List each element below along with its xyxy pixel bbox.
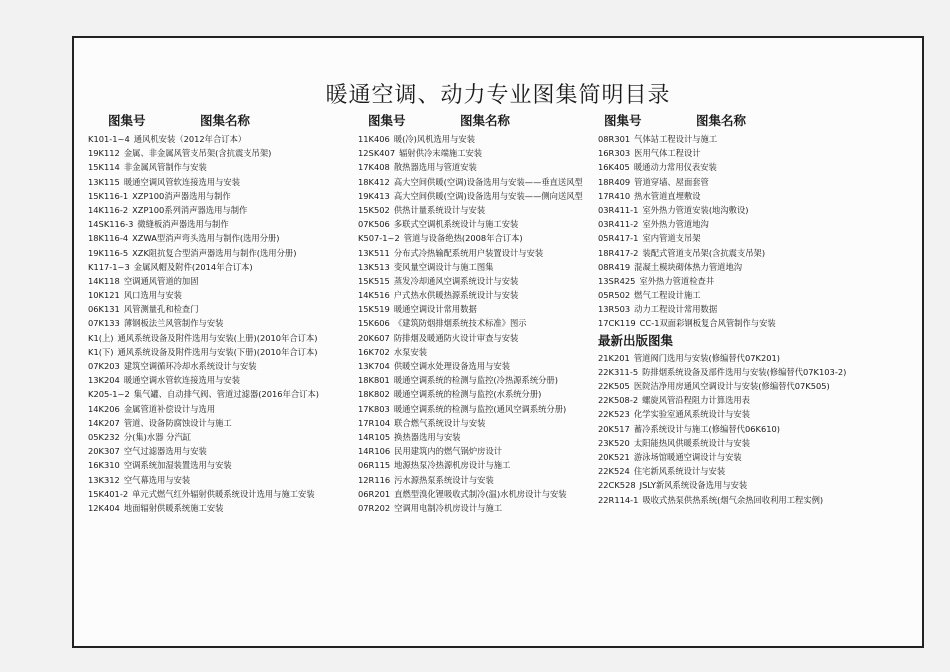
catalog-entry <box>88 501 319 515</box>
entry-code: 08R301 <box>598 134 631 144</box>
catalog-entry <box>598 132 846 146</box>
catalog-entry <box>88 189 319 203</box>
catalog-entry <box>88 302 319 316</box>
entry-code: 20K607 <box>358 332 390 343</box>
catalog-entry <box>88 444 319 458</box>
entry-name: 单元式燃气红外辐射供暖系统设计选用与施工安装 <box>132 488 315 499</box>
entry-name: 住宅新风系统设计与安装 <box>633 466 726 477</box>
entry-code: 16K310 <box>88 460 120 471</box>
entry-code: K1(下) <box>88 346 114 357</box>
entry-name: 供暖空调水处理设备选用与安装 <box>393 361 511 371</box>
entry-name: 薄钢板法兰风管制作与安装 <box>123 318 224 329</box>
catalog-entry <box>88 132 319 146</box>
header-name: 图集名称 <box>200 113 251 128</box>
catalog-entry <box>598 260 846 274</box>
entry-name: 螺旋风管沿程阻力计算选用表 <box>642 395 750 406</box>
catalog-entry <box>598 436 846 450</box>
entry-code: 03R411-2 <box>598 219 639 230</box>
entry-name: 暖通空调风管软连接选用与安装 <box>123 176 241 187</box>
entry-code: 13K704 <box>358 361 390 371</box>
entry-code: 14K206 <box>88 403 120 414</box>
entry-code: 14SK116-3 <box>88 219 134 230</box>
catalog-entry <box>358 345 583 359</box>
header-name: 图集名称 <box>460 113 511 128</box>
catalog-entry <box>598 302 846 316</box>
entry-name: 太阳能热风供暖系统设计与安装 <box>633 437 751 448</box>
entry-code: 15K515 <box>358 275 390 286</box>
entry-code: 17K803 <box>358 403 390 414</box>
entry-code: 19K413 <box>358 190 390 201</box>
entry-name: 地面辐射供暖系统施工安装 <box>123 502 224 513</box>
entry-name: 地源热泵冷热源机房设计与施工 <box>394 460 511 471</box>
entry-code: 13K513 <box>358 261 390 272</box>
entry-name: 高大空间供暖(空调)设备选用与安装——侧向送风型 <box>393 190 583 201</box>
entry-code: 22K508-2 <box>598 395 639 406</box>
catalog-entry <box>88 458 319 472</box>
entry-code: 15K606 <box>358 318 390 329</box>
entry-code: 17R104 <box>358 417 391 428</box>
entry-name: 空气幕选用与安装 <box>123 474 191 485</box>
entry-code: 18K802 <box>358 389 390 400</box>
entry-name: 金属管道补偿设计与选用 <box>123 403 216 414</box>
catalog-entry <box>358 203 583 217</box>
entry-code: 13R503 <box>598 304 631 315</box>
new-publications-heading: 最新出版图集 <box>598 332 674 348</box>
catalog-entry <box>598 316 846 330</box>
entry-name: 金属、非金属风管支吊架(含抗震支吊架) <box>123 148 272 159</box>
catalog-entry <box>598 464 846 478</box>
catalog-entry <box>88 331 319 345</box>
entry-name: 直燃型溴化锂吸收式制冷(温)水机房设计与安装 <box>394 488 567 499</box>
catalog-entry <box>358 501 583 515</box>
entry-code: K507-1~2 <box>358 233 400 244</box>
catalog-entry <box>88 387 319 401</box>
entry-code: 10K121 <box>88 290 120 301</box>
catalog-entry <box>598 365 846 379</box>
catalog-entry <box>88 203 319 217</box>
entry-name: CC-1双面彩钢板复合风管制作与安装 <box>639 318 776 329</box>
page-title: 暖通空调、动力专业图集简明目录 <box>325 83 671 108</box>
entry-code: 17CK119 <box>598 318 636 329</box>
entry-name: 管道穿墙、屋面套管 <box>634 176 709 187</box>
catalog-entry <box>358 331 583 345</box>
entry-code: 06R201 <box>358 488 391 499</box>
entry-code: 14K116-2 <box>88 204 129 215</box>
catalog-entry <box>88 345 319 359</box>
entry-name: 空气过滤器选用与安装 <box>123 446 207 457</box>
catalog-entry <box>88 217 319 231</box>
entry-code: 18K412 <box>358 176 390 187</box>
catalog-entry <box>598 379 846 393</box>
entry-code: K205-1~2 <box>88 389 130 400</box>
entry-name: 防排烟及暖通防火设计审查与安装 <box>393 332 519 343</box>
entry-name: 金属风帽及附件(2014年合订本) <box>133 261 253 272</box>
catalog-entry <box>598 274 846 288</box>
catalog-entry <box>598 203 846 217</box>
entry-code: 16K405 <box>598 162 630 173</box>
catalog-entry <box>358 189 583 203</box>
entry-name: 民用建筑内的燃气锅炉房设计 <box>394 446 503 457</box>
entry-code: 22K523 <box>598 409 630 420</box>
entry-name: 换热器选用与安装 <box>394 431 461 442</box>
entry-name: 医院洁净用房通风空调设计与安装(修编替代07K505) <box>633 381 830 391</box>
catalog-entry <box>88 146 319 160</box>
entry-name: 户式热水供暖热源系统设计与安装 <box>393 290 519 301</box>
entry-name: 空调系统加湿装置选用与安装 <box>123 460 232 471</box>
catalog-entry <box>598 288 846 302</box>
entry-name: 通风机安装（2012年合订本） <box>133 134 247 144</box>
entry-name: 暖通空调系统的检测与监控(水系统分册) <box>393 389 542 400</box>
catalog-entry <box>358 274 583 288</box>
catalog-entry <box>598 351 846 365</box>
entry-name: 医用气体工程设计 <box>634 148 701 159</box>
column-header <box>88 110 319 132</box>
entry-code: 13K312 <box>88 474 120 485</box>
entry-name: 辐射供冷末端施工安装 <box>399 148 483 159</box>
catalog-entry <box>598 450 846 464</box>
catalog-entry <box>358 160 583 174</box>
entry-code: 18R417-2 <box>598 247 639 258</box>
entry-name: 燃气工程设计施工 <box>634 290 701 301</box>
entry-name: 多联式空调机系统设计与施工安装 <box>393 219 519 230</box>
entry-code: 11K406 <box>358 134 390 144</box>
entry-name: 暖通空调系统的检测与监控(通风空调系统分册) <box>393 403 567 414</box>
catalog-entry <box>88 260 319 274</box>
catalog-entry <box>358 175 583 189</box>
entry-code: 13SR425 <box>598 275 636 286</box>
catalog-entry <box>598 160 846 174</box>
entry-code: 19K116-5 <box>88 247 129 258</box>
entry-code: 12SK407 <box>358 148 396 159</box>
entry-name: 通风系统设备及附件选用与安装(上册)(2010年合订本) <box>117 332 318 343</box>
entry-name: 污水源热泵系统设计与安装 <box>394 474 494 485</box>
entry-code: 08R419 <box>598 261 631 272</box>
entry-name: 微缝板消声器选用与制作 <box>137 219 229 230</box>
entry-code: 07K506 <box>358 219 390 230</box>
entry-code: K1(上) <box>88 332 114 343</box>
entry-code: 06K131 <box>88 304 120 315</box>
entry-code: 20K517 <box>598 423 630 434</box>
entry-code: 22R114-1 <box>598 494 639 505</box>
catalog-entry <box>88 246 319 260</box>
entry-code: 15K401-2 <box>88 488 129 499</box>
entry-name: 气体站工程设计与施工 <box>634 134 718 144</box>
catalog-entry <box>358 260 583 274</box>
entry-name: 暖通空调系统的检测与监控(冷热源系统分册) <box>393 375 558 386</box>
entry-code: 03R411-1 <box>598 204 639 215</box>
catalog-entry <box>598 478 846 492</box>
entry-name: JSLY新风系统设备选用与安装 <box>639 480 748 491</box>
entry-code: 17R410 <box>598 190 631 201</box>
column-2 <box>358 110 583 515</box>
entry-name: 建筑空调循环冷却水系统设计与安装 <box>123 361 257 371</box>
catalog-entry <box>598 493 846 507</box>
catalog-entry <box>358 302 583 316</box>
header-code: 图集号 <box>108 113 146 128</box>
entry-code: 05R502 <box>598 290 631 301</box>
entry-name: 防排烟系统设备及部件选用与安装(修编替代07K103-2) <box>642 366 847 377</box>
entry-name: 暖通动力常用仪表安装 <box>633 162 717 173</box>
catalog-entry <box>88 402 319 416</box>
entry-name: 管道阀门选用与安装(修编替代07K201) <box>633 352 781 363</box>
entry-name: 空调用电制冷机房设计与施工 <box>394 502 503 513</box>
catalog-entry <box>88 316 319 330</box>
entry-code: 22CK528 <box>598 480 636 491</box>
entry-name: XZWA型消声弯头选用与制作(选用分册) <box>132 233 280 244</box>
entry-name: 联合燃气系统设计与安装 <box>394 417 486 428</box>
entry-code: 13K115 <box>88 176 120 187</box>
catalog-entry <box>598 189 846 203</box>
entry-code: K101-1~4 <box>88 134 130 144</box>
entry-name: 管道、设备防腐蚀设计与施工 <box>123 417 232 428</box>
catalog-entry <box>358 359 583 373</box>
catalog-entry <box>88 473 319 487</box>
entry-code: 05K232 <box>88 431 120 442</box>
column-header <box>358 110 583 132</box>
entry-name: 室外热力管道地沟 <box>642 219 709 230</box>
header-name: 图集名称 <box>696 113 747 128</box>
entry-code: 14K118 <box>88 275 120 286</box>
catalog-entry <box>358 444 583 458</box>
entry-name: 动力工程设计常用数据 <box>634 304 718 315</box>
entry-code: 22K524 <box>598 466 630 477</box>
entry-code: 05R417-1 <box>598 233 639 244</box>
column-header <box>598 110 846 132</box>
entry-code: 13K511 <box>358 247 390 258</box>
entry-code: 22K505 <box>598 381 630 391</box>
entry-name: 分(集)水器 分汽缸 <box>123 431 192 442</box>
entry-name: 风管测量孔和检查门 <box>123 304 199 315</box>
catalog-entry <box>358 458 583 472</box>
entry-code: 07K203 <box>88 361 120 371</box>
catalog-entry <box>358 316 583 330</box>
entry-name: 变风量空调设计与施工图集 <box>393 261 494 272</box>
catalog-entry <box>358 373 583 387</box>
catalog-entry <box>598 146 846 160</box>
entry-name: 暖通空调设计常用数据 <box>393 304 477 315</box>
catalog-entry <box>358 231 583 245</box>
catalog-entry <box>358 387 583 401</box>
catalog-entry <box>88 416 319 430</box>
entry-code: 20K521 <box>598 451 630 462</box>
entry-code: 15K114 <box>88 162 120 173</box>
entry-code: 06R115 <box>358 460 391 471</box>
entry-code: 14K207 <box>88 417 120 428</box>
catalog-entry <box>598 231 846 245</box>
entry-name: 热水管道直埋敷设 <box>634 190 701 201</box>
column-1 <box>88 110 319 515</box>
entry-code: 16R303 <box>598 148 631 159</box>
entry-name: 供热计量系统设计与安装 <box>393 204 486 215</box>
catalog-entry <box>358 487 583 501</box>
entry-name: 游泳场馆暖通空调设计与安装 <box>633 451 742 462</box>
entry-name: XZP100消声器选用与制作 <box>132 190 231 201</box>
entry-code: 13K204 <box>88 375 120 386</box>
entry-name: 散热器选用与管道安装 <box>393 162 477 173</box>
catalog-entry <box>88 359 319 373</box>
entry-name: XZK阻抗复合型消声器选用与制作(选用分册) <box>132 247 297 258</box>
catalog-entry <box>598 246 846 260</box>
entry-code: 07K133 <box>88 318 120 329</box>
catalog-entry <box>598 422 846 436</box>
entry-code: K117-1~3 <box>88 261 130 272</box>
entry-name: XZP100系列消声器选用与制作 <box>132 204 248 215</box>
catalog-entry <box>598 407 846 421</box>
entry-name: 暖通空调水管软连接选用与安装 <box>123 375 241 386</box>
entry-code: 17K408 <box>358 162 390 173</box>
entry-name: 通风系统设备及附件选用与安装(下册)(2010年合订本) <box>117 346 318 357</box>
entry-code: 16K702 <box>358 346 390 357</box>
catalog-entry <box>88 288 319 302</box>
entry-name: 化学实验室通风系统设计与安装 <box>633 409 751 420</box>
entry-code: 15K519 <box>358 304 390 315</box>
entry-code: 07R202 <box>358 502 391 513</box>
entry-code: 20K307 <box>88 446 120 457</box>
header-code: 图集号 <box>368 113 406 128</box>
entry-name: 蒸发冷却通风空调系统设计与安装 <box>393 275 519 286</box>
entry-name: 装配式管道支吊架(含抗震支吊架) <box>642 247 766 258</box>
entry-code: 18K801 <box>358 375 390 386</box>
catalog-entry <box>598 175 846 189</box>
catalog-entry <box>88 175 319 189</box>
catalog-entry <box>88 430 319 444</box>
entry-name: 混凝土模块砌体热力管道地沟 <box>634 261 743 272</box>
entry-name: 水泵安装 <box>393 346 428 357</box>
catalog-entry <box>358 288 583 302</box>
column-3 <box>598 110 846 507</box>
entry-code: 14R105 <box>358 431 391 442</box>
catalog-sheet <box>72 36 924 648</box>
entry-code: 15K502 <box>358 204 390 215</box>
entry-code: 12R116 <box>358 474 391 485</box>
entry-name: 室内管道支吊架 <box>642 233 701 244</box>
entry-name: 蓄冷系统设计与施工(修编替代06K610) <box>633 423 781 434</box>
entry-code: 15K116-1 <box>88 190 129 201</box>
entry-name: 室外热力管道安装(地沟敷设) <box>642 204 749 215</box>
entry-name: 《建筑防烟排烟系统技术标准》图示 <box>393 318 527 329</box>
entry-name: 集气罐、自动排气阀、管道过滤器(2016年合订本) <box>133 389 320 400</box>
catalog-entry <box>88 231 319 245</box>
entry-name: 室外热力管道检查井 <box>639 275 715 286</box>
entry-name: 管道与设备绝热(2008年合订本) <box>403 233 523 244</box>
entry-code: 22K311-5 <box>598 366 639 377</box>
catalog-entry <box>358 146 583 160</box>
catalog-entry <box>358 246 583 260</box>
entry-code: 19K112 <box>88 148 120 159</box>
catalog-entry <box>358 416 583 430</box>
entry-name: 高大空间供暖(空调)设备选用与安装——垂直送风型 <box>393 176 583 187</box>
catalog-entry <box>358 132 583 146</box>
entry-name: 风口选用与安装 <box>123 290 182 301</box>
catalog-entry <box>358 402 583 416</box>
catalog-entry <box>88 373 319 387</box>
entry-code: 23K520 <box>598 437 630 448</box>
entry-name: 分布式冷热输配系统用户装置设计与安装 <box>393 247 544 258</box>
catalog-entry <box>88 274 319 288</box>
entry-code: 14R106 <box>358 446 391 457</box>
catalog-entry <box>598 393 846 407</box>
catalog-entry <box>358 217 583 231</box>
entry-code: 18K116-4 <box>88 233 129 244</box>
entry-code: 12K404 <box>88 502 120 513</box>
entry-code: 18R409 <box>598 176 631 187</box>
entry-code: 14K516 <box>358 290 390 301</box>
entry-name: 吸收式热泵供热系统(烟气余热回收利用工程实例) <box>642 494 824 505</box>
catalog-entry <box>88 160 319 174</box>
entry-name: 暖(冷)风机选用与安装 <box>393 134 475 144</box>
entry-name: 空调通风管道的加固 <box>123 275 199 286</box>
entry-name: 非金属风管制作与安装 <box>123 162 207 173</box>
catalog-entry <box>88 487 319 501</box>
catalog-entry <box>358 473 583 487</box>
catalog-entry <box>598 217 846 231</box>
header-code: 图集号 <box>604 113 642 128</box>
entry-code: 21K201 <box>598 352 630 363</box>
catalog-entry <box>358 430 583 444</box>
